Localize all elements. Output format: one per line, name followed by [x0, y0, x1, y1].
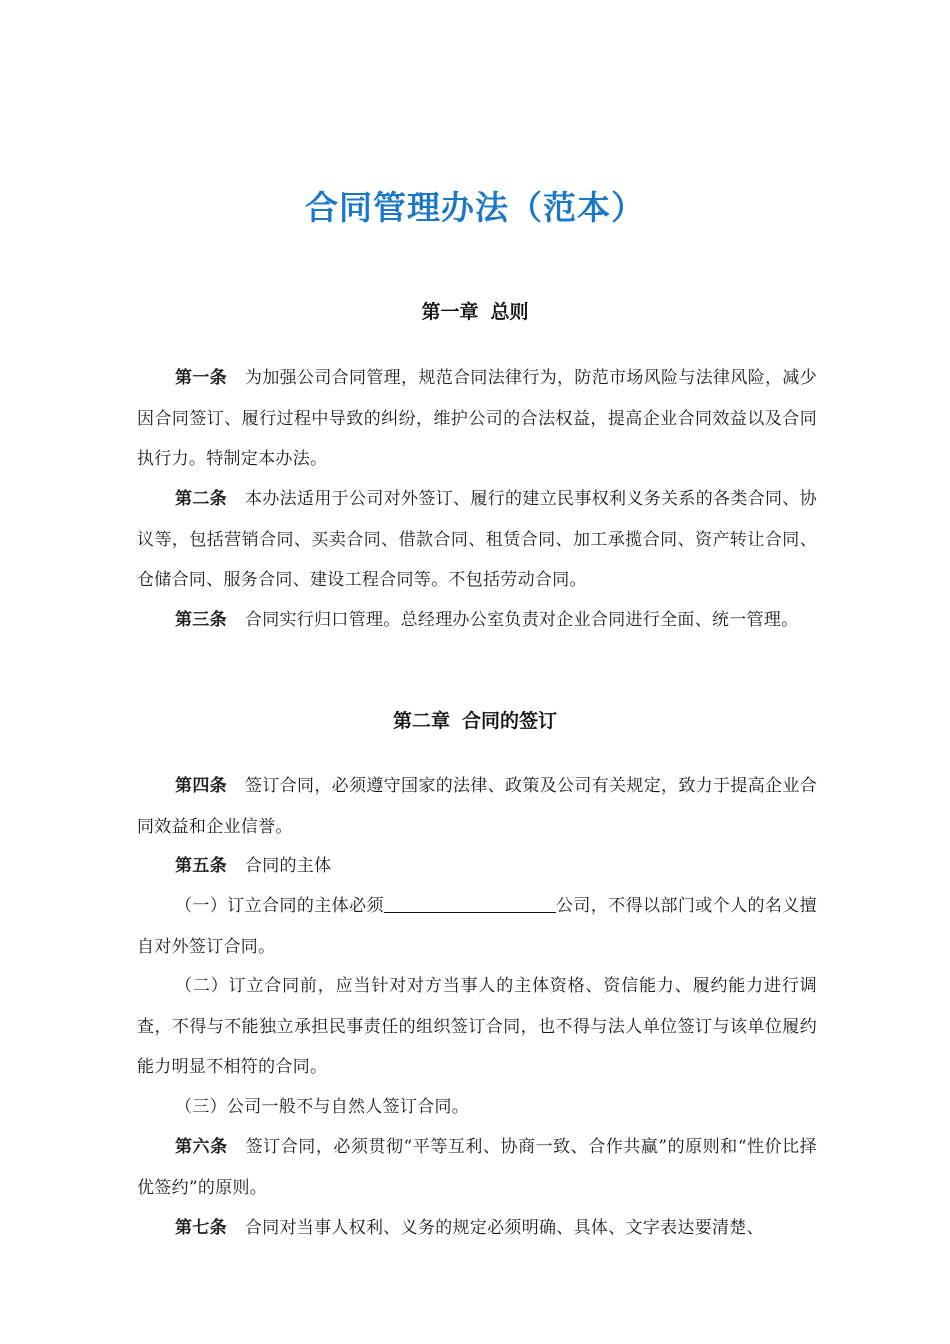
article-paragraph: [137, 1208, 817, 1249]
article-paragraph: [137, 479, 817, 601]
article-number: 第三条: [175, 610, 227, 630]
chapter-heading-2: [0, 706, 950, 736]
article-text: 合同对当事人权利、义务的规定必须明确、具体、文字表达要清楚、: [244, 1218, 764, 1238]
document-title: 合同管理办法（范本）: [305, 188, 645, 227]
chapter-name: 合同的签订: [462, 710, 558, 732]
clause-text-after-blank: 公司，不得以部门或个人的名义擅自对外签订合同。: [137, 896, 817, 957]
article-paragraph: [137, 600, 817, 641]
clause-paragraph: [137, 886, 817, 967]
article-number: 第二条: [175, 489, 228, 509]
article-paragraph: [137, 846, 817, 887]
clause-text: （二）订立合同前，应当针对对方当事人的主体资格、资信能力、履约能力进行调查，不得与不能独立承担民事责任的组织签订合同，也不得与法人单位签订与该单位履约能力明显不相符的合同。: [137, 976, 817, 1077]
clause-paragraph: [137, 966, 817, 1088]
article-paragraph: [137, 766, 817, 847]
clause-text: （三）公司一般不与自然人签订合同。: [175, 1097, 470, 1117]
article-number: 第七条: [175, 1218, 227, 1238]
article-number: 第四条: [175, 776, 228, 796]
article-text: 签订合同，必须遵守国家的法律、政策及公司有关规定，致力于提高企业合同效益和企业信誉。: [137, 776, 817, 837]
article-number: 第六条: [175, 1137, 228, 1157]
article-text: 合同的主体: [244, 856, 332, 876]
article-paragraph: [137, 1127, 817, 1208]
chapter-label: 第一章: [421, 301, 479, 323]
article-text: 签订合同，必须贯彻“平等互利、协商一致、合作共赢”的原则和“性价比择优签约”的原则。: [137, 1137, 817, 1198]
clause-paragraph: [137, 1087, 817, 1128]
article-text: 为加强公司合同管理，规范合同法律行为，防范市场风险与法律风险，减少因合同签订、履行过程中导致的纠纷，维护公司的合法权益，提高企业合同效益以及合同执行力。特制定本办法。: [137, 368, 817, 469]
article-text: 本办法适用于公司对外签订、履行的建立民事权利义务关系的各类合同、协议等，包括营销合同、买卖合同、借款合同、租赁合同、加工承揽合同、资产转让合同、仓储合同、服务合同、建设工程合同等。不包括劳动合同。: [137, 489, 817, 590]
chapter-label: 第二章: [392, 710, 450, 732]
article-paragraph: [137, 358, 817, 480]
fill-in-blank[interactable]: [384, 894, 556, 913]
article-number: 第一条: [175, 368, 228, 388]
chapter-heading-1: [0, 297, 950, 327]
article-text: 合同实行归口管理。总经理办公室负责对企业合同进行全面、统一管理。: [244, 610, 799, 630]
clause-text-before-blank: （一）订立合同的主体必须: [175, 896, 384, 916]
article-number: 第五条: [175, 856, 227, 876]
chapter-name: 总则: [490, 301, 529, 323]
